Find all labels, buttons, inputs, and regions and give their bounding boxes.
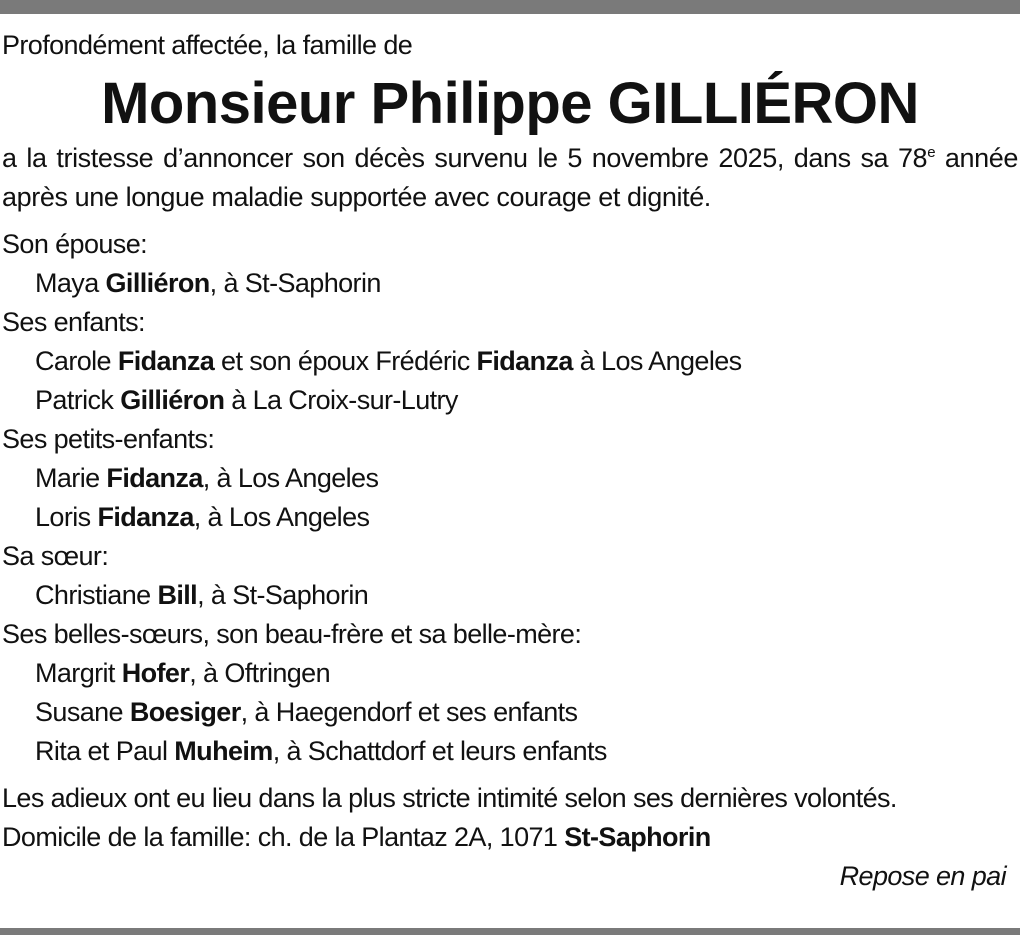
family-member: Carole Fidanza et son époux Frédéric Fidanza à Los Angeles <box>35 346 742 376</box>
top-rule <box>0 0 1020 14</box>
family-member: Marie Fidanza, à Los Angeles <box>35 463 379 493</box>
closing-section <box>2 779 1018 896</box>
group-label-children: Ses enfants: <box>2 307 145 337</box>
family-member: Margrit Hofer, à Oftringen <box>35 658 331 688</box>
obituary-notice <box>2 26 1018 896</box>
group-label-grandchildren: Ses petits-enfants: <box>2 424 215 454</box>
farewell-text: Les adieux ont eu lieu dans la plus stricte intimité selon ses dernières volontés. <box>2 783 897 813</box>
bottom-rule <box>0 928 1020 935</box>
family-member: Rita et Paul Muheim, à Schattdorf et leurs enfants <box>35 736 607 766</box>
family-member: Maya Gilliéron, à St-Saphorin <box>35 268 381 298</box>
group-label-spouse: Son épouse: <box>2 229 148 259</box>
family-member: Patrick Gilliéron à La Croix-sur-Lutry <box>35 385 458 415</box>
group-label-in-laws: Ses belles-sœurs, son beau-frère et sa belle-mère: <box>2 619 582 649</box>
family-member: Christiane Bill, à St-Saphorin <box>35 580 369 610</box>
deceased-name: Monsieur Philippe GILLIÉRON <box>101 71 919 136</box>
intro-text: Profondément affectée, la famille de <box>2 30 413 60</box>
announcement-text <box>2 139 1018 217</box>
group-label-sister: Sa sœur: <box>2 541 109 571</box>
announcement-part-1: a la tristesse d’annoncer son décès survenu le 5 novembre 2025, dans sa 78 <box>2 143 928 173</box>
family-member: Susane Boesiger, à Haegendorf et ses enfants <box>35 697 578 727</box>
family-member: Loris Fidanza, à Los Angeles <box>35 502 370 532</box>
announcement-part-2: année après une longue maladie supportée avec courage et dignité. <box>2 143 1018 212</box>
domicile-address: Domicile de la famille: ch. de la Plantaz 2A, 1071 St-Saphorin <box>2 822 711 852</box>
signature-text: Repose en pai <box>839 861 1006 891</box>
family-list <box>2 225 1018 771</box>
ordinal-suffix: e <box>927 144 936 161</box>
